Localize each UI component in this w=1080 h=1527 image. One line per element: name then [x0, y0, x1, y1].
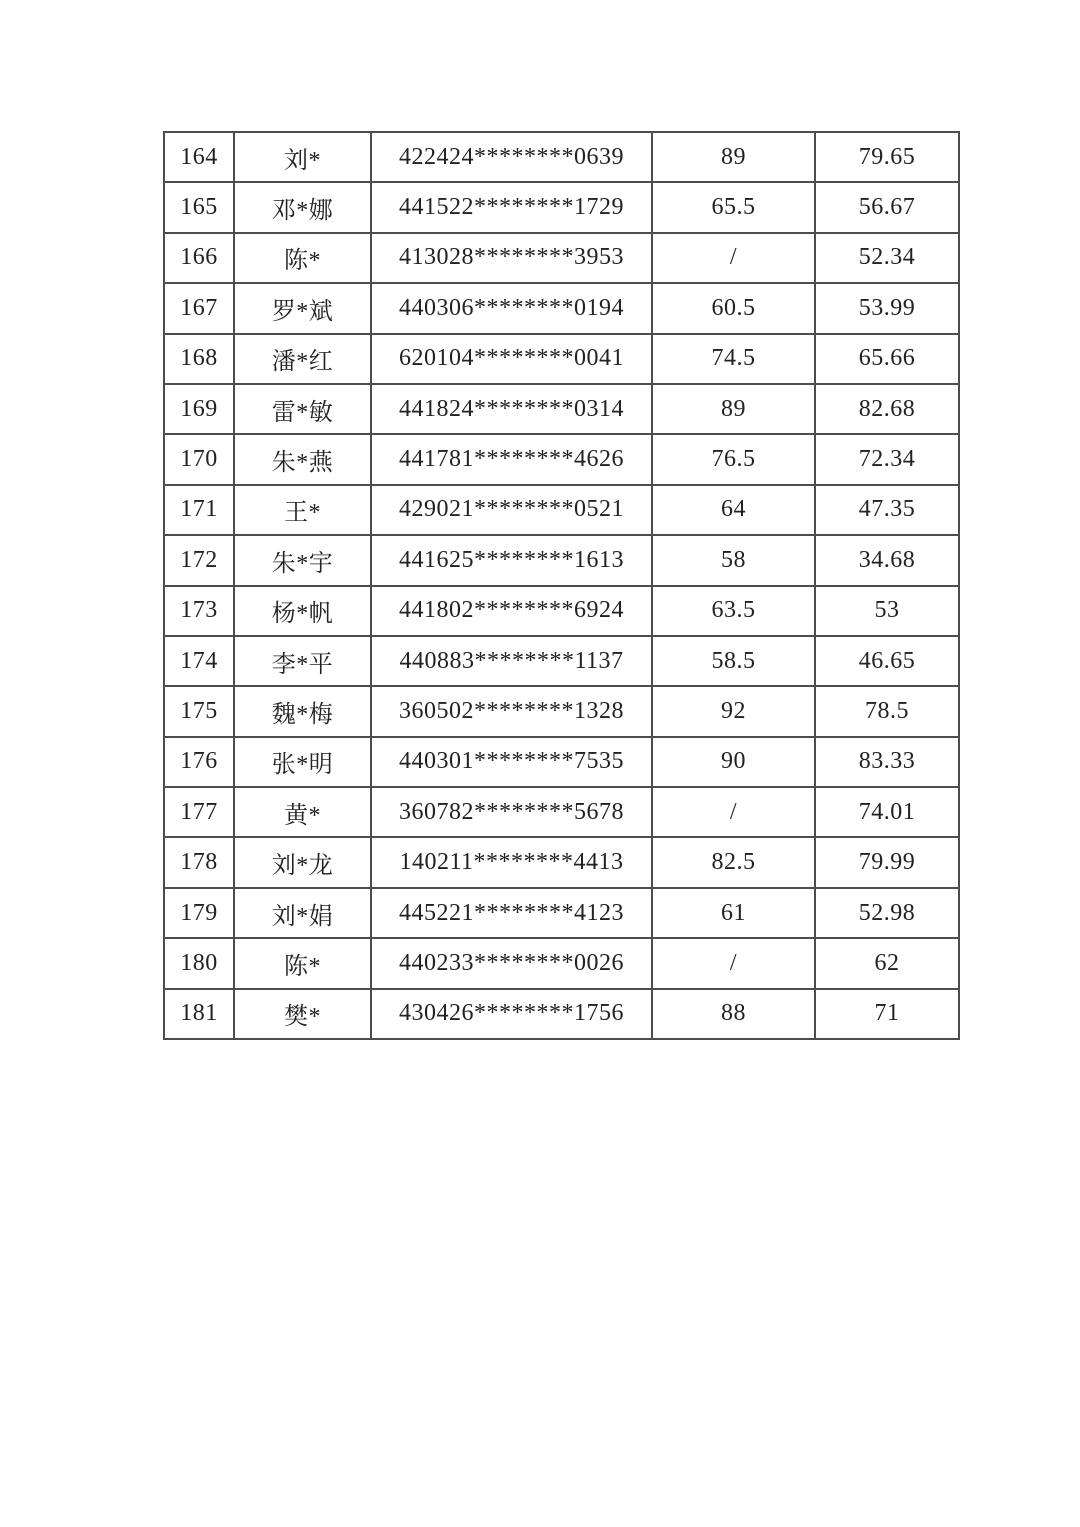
- table-row: [164, 182, 959, 232]
- cell-score_a: 65.5: [652, 182, 815, 232]
- table-row: [164, 535, 959, 585]
- cell-score_b: 47.35: [815, 485, 959, 535]
- cell-name: 刘*: [234, 132, 371, 182]
- cell-score_a: 58: [652, 535, 815, 585]
- cell-score_a: 82.5: [652, 837, 815, 887]
- cell-index: 169: [164, 384, 234, 434]
- cell-score_a: 74.5: [652, 334, 815, 384]
- cell-name: 潘*红: [234, 334, 371, 384]
- cell-id_masked: 360782********5678: [371, 787, 652, 837]
- cell-id_masked: 445221********4123: [371, 888, 652, 938]
- cell-score_b: 52.98: [815, 888, 959, 938]
- cell-id_masked: 620104********0041: [371, 334, 652, 384]
- cell-id_masked: 441625********1613: [371, 535, 652, 585]
- cell-score_a: 89: [652, 132, 815, 182]
- cell-score_b: 82.68: [815, 384, 959, 434]
- table-row: [164, 837, 959, 887]
- cell-index: 171: [164, 485, 234, 535]
- cell-score_a: 60.5: [652, 283, 815, 333]
- cell-score_b: 74.01: [815, 787, 959, 837]
- table-row: [164, 384, 959, 434]
- cell-score_b: 78.5: [815, 686, 959, 736]
- cell-index: 180: [164, 938, 234, 988]
- table-row: [164, 989, 959, 1039]
- score-table-body: [164, 132, 959, 1039]
- cell-index: 175: [164, 686, 234, 736]
- cell-score_b: 79.99: [815, 837, 959, 887]
- cell-index: 174: [164, 636, 234, 686]
- cell-name: 杨*帆: [234, 586, 371, 636]
- table-row: [164, 586, 959, 636]
- cell-name: 刘*龙: [234, 837, 371, 887]
- table-row: [164, 485, 959, 535]
- cell-id_masked: 413028********3953: [371, 233, 652, 283]
- cell-id_masked: 440233********0026: [371, 938, 652, 988]
- cell-index: 164: [164, 132, 234, 182]
- cell-index: 166: [164, 233, 234, 283]
- cell-index: 165: [164, 182, 234, 232]
- cell-score_b: 71: [815, 989, 959, 1039]
- cell-score_b: 79.65: [815, 132, 959, 182]
- cell-score_b: 46.65: [815, 636, 959, 686]
- table-row: [164, 636, 959, 686]
- cell-name: 陈*: [234, 938, 371, 988]
- table-row: [164, 938, 959, 988]
- cell-index: 168: [164, 334, 234, 384]
- cell-score_b: 83.33: [815, 737, 959, 787]
- table-row: [164, 686, 959, 736]
- cell-index: 181: [164, 989, 234, 1039]
- table-row: [164, 888, 959, 938]
- table-row: [164, 434, 959, 484]
- score-table: [163, 131, 960, 1040]
- cell-name: 樊*: [234, 989, 371, 1039]
- cell-score_b: 65.66: [815, 334, 959, 384]
- table-row: [164, 283, 959, 333]
- cell-index: 178: [164, 837, 234, 887]
- cell-score_a: /: [652, 787, 815, 837]
- cell-score_b: 62: [815, 938, 959, 988]
- cell-score_a: 92: [652, 686, 815, 736]
- cell-index: 170: [164, 434, 234, 484]
- cell-id_masked: 441522********1729: [371, 182, 652, 232]
- cell-score_b: 34.68: [815, 535, 959, 585]
- table-row: [164, 132, 959, 182]
- cell-index: 172: [164, 535, 234, 585]
- cell-index: 176: [164, 737, 234, 787]
- cell-name: 邓*娜: [234, 182, 371, 232]
- cell-id_masked: 360502********1328: [371, 686, 652, 736]
- table-row: [164, 233, 959, 283]
- cell-score_a: 89: [652, 384, 815, 434]
- cell-id_masked: 422424********0639: [371, 132, 652, 182]
- cell-index: 179: [164, 888, 234, 938]
- cell-name: 陈*: [234, 233, 371, 283]
- cell-id_masked: 441802********6924: [371, 586, 652, 636]
- cell-score_a: 64: [652, 485, 815, 535]
- cell-score_a: /: [652, 233, 815, 283]
- cell-score_a: 76.5: [652, 434, 815, 484]
- cell-name: 罗*斌: [234, 283, 371, 333]
- cell-id_masked: 440883********1137: [371, 636, 652, 686]
- cell-score_b: 56.67: [815, 182, 959, 232]
- cell-score_a: 61: [652, 888, 815, 938]
- cell-name: 雷*敏: [234, 384, 371, 434]
- cell-index: 173: [164, 586, 234, 636]
- cell-score_b: 53: [815, 586, 959, 636]
- cell-score_a: /: [652, 938, 815, 988]
- cell-name: 李*平: [234, 636, 371, 686]
- cell-score_b: 53.99: [815, 283, 959, 333]
- cell-index: 177: [164, 787, 234, 837]
- cell-id_masked: 140211********4413: [371, 837, 652, 887]
- table-row: [164, 737, 959, 787]
- cell-score_a: 90: [652, 737, 815, 787]
- cell-index: 167: [164, 283, 234, 333]
- cell-id_masked: 440301********7535: [371, 737, 652, 787]
- cell-id_masked: 429021********0521: [371, 485, 652, 535]
- cell-name: 魏*梅: [234, 686, 371, 736]
- cell-score_a: 88: [652, 989, 815, 1039]
- cell-name: 朱*燕: [234, 434, 371, 484]
- cell-name: 朱*宇: [234, 535, 371, 585]
- cell-score_a: 58.5: [652, 636, 815, 686]
- cell-score_b: 52.34: [815, 233, 959, 283]
- cell-score_a: 63.5: [652, 586, 815, 636]
- table-row: [164, 334, 959, 384]
- table-row: [164, 787, 959, 837]
- cell-name: 黄*: [234, 787, 371, 837]
- cell-id_masked: 430426********1756: [371, 989, 652, 1039]
- cell-id_masked: 441824********0314: [371, 384, 652, 434]
- cell-score_b: 72.34: [815, 434, 959, 484]
- cell-id_masked: 440306********0194: [371, 283, 652, 333]
- cell-id_masked: 441781********4626: [371, 434, 652, 484]
- cell-name: 王*: [234, 485, 371, 535]
- cell-name: 张*明: [234, 737, 371, 787]
- cell-name: 刘*娟: [234, 888, 371, 938]
